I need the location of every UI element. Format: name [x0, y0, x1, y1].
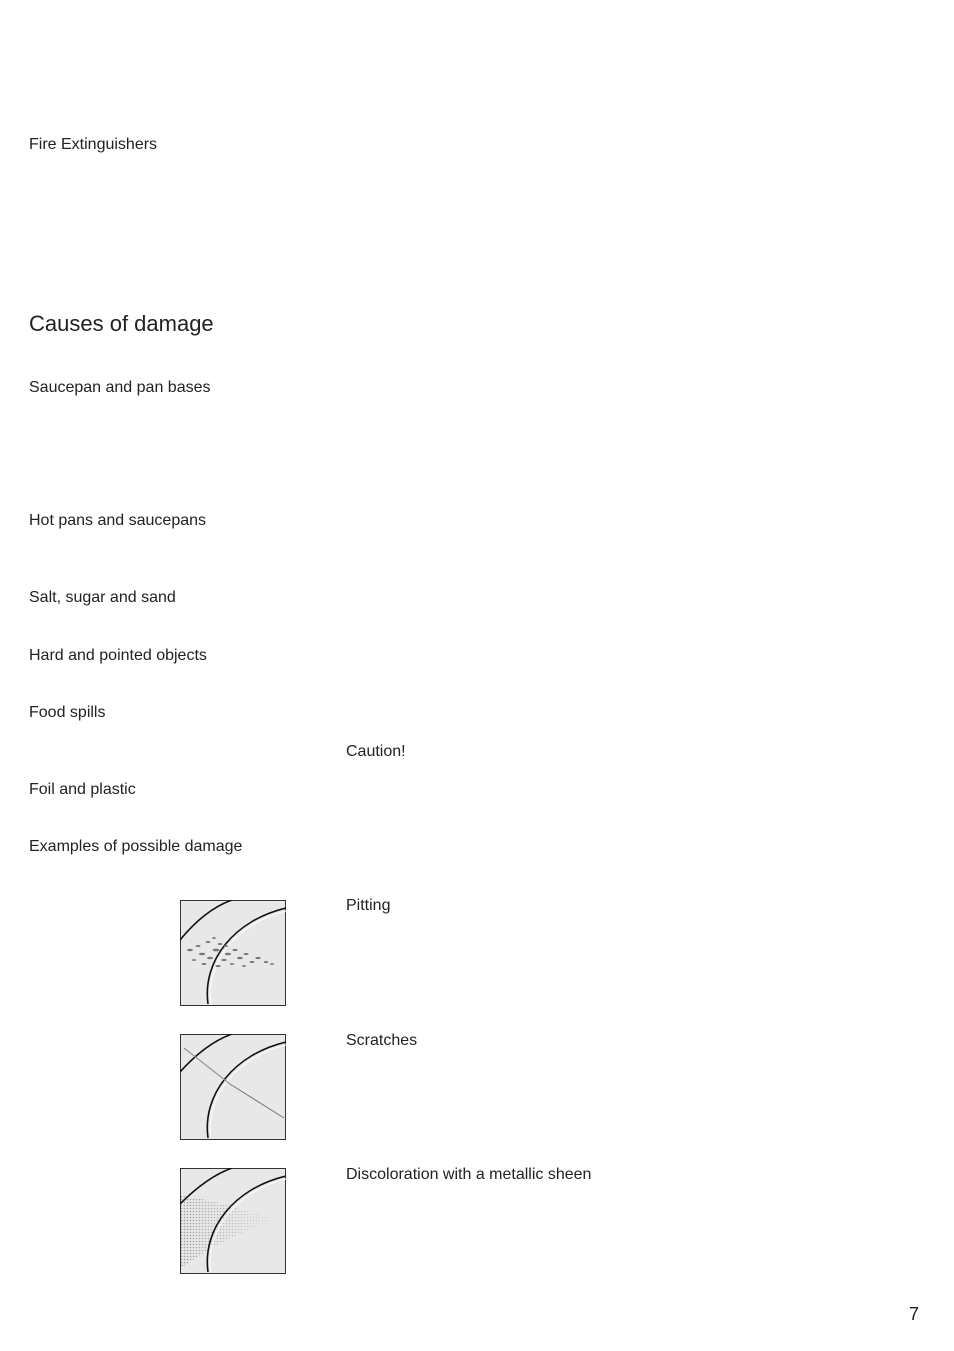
hot-pans-label: Hot pans and saucepans [29, 512, 207, 529]
hard-pointed-objects-label: Hard and pointed objects [29, 647, 207, 664]
discoloration-label: Discoloration with a metallic sheen [346, 1166, 592, 1183]
scratches-illustration [180, 1034, 286, 1140]
salt-sugar-sand-label: Salt, sugar and sand [29, 589, 176, 606]
foil-plastic-label: Foil and plastic [29, 781, 136, 798]
scratches-label: Scratches [346, 1032, 418, 1049]
pitting-illustration [180, 900, 286, 1006]
caution-label: Caution! [346, 743, 406, 760]
examples-heading: Examples of possible damage [29, 838, 243, 855]
food-spills-label: Food spills [29, 704, 106, 721]
fire-extinguishers-label: Fire Extinguishers [29, 136, 158, 153]
pitting-label: Pitting [346, 897, 391, 914]
causes-of-damage-heading: Causes of damage [29, 311, 214, 336]
saucepan-bases-label: Saucepan and pan bases [29, 379, 211, 396]
page-number: 7 [909, 1304, 920, 1324]
discoloration-illustration [180, 1168, 286, 1274]
